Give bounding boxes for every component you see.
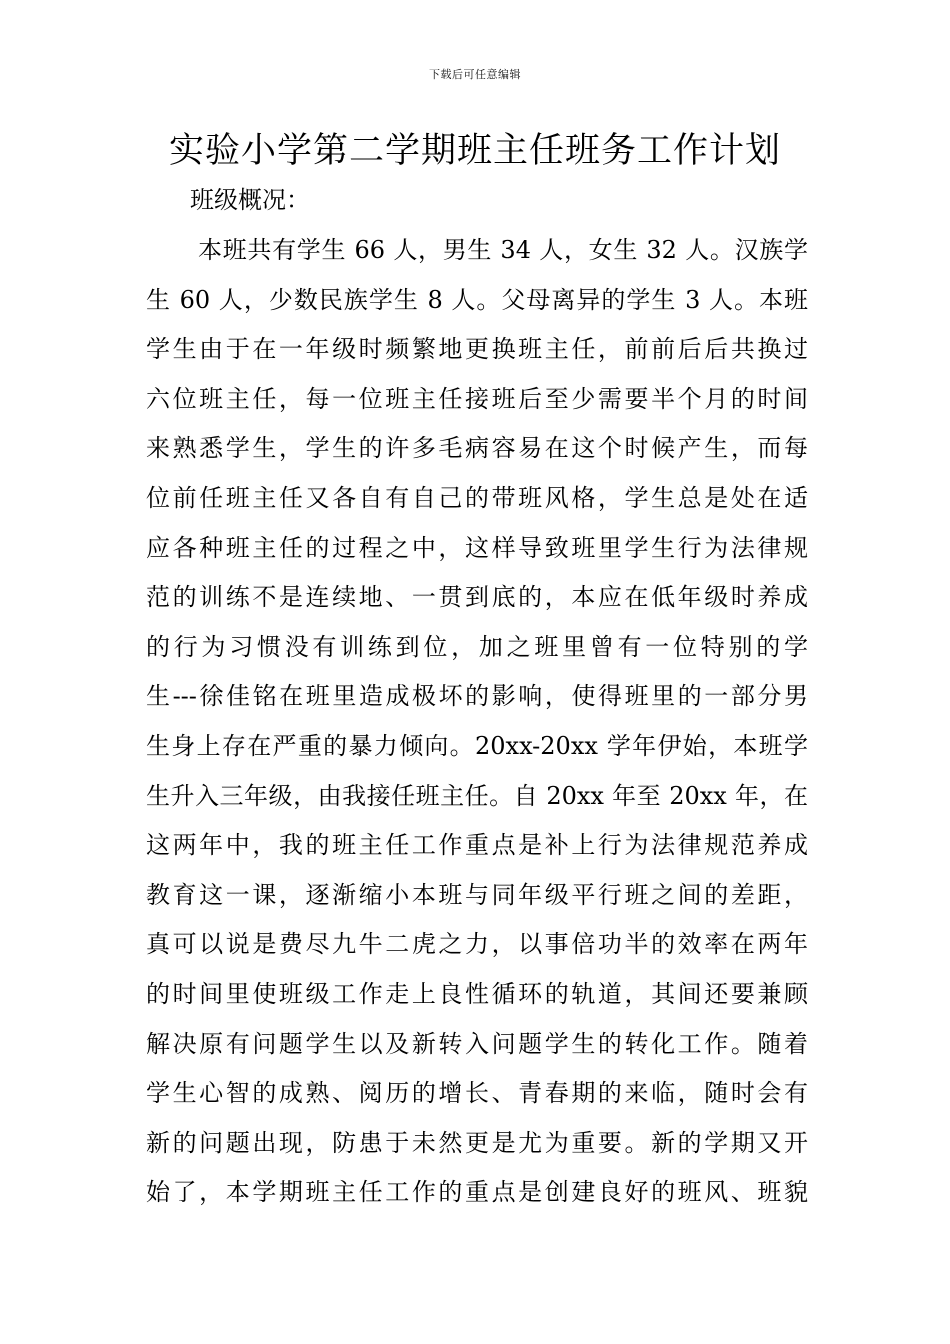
body-paragraph [146, 226, 808, 1218]
text-line: 学生由于在一年级时频繁地更换班主任，前前后后共换过 [146, 335, 808, 364]
text-line: 本班共有学生 66 人，男生 34 人，女生 32 人。汉族学 [198, 236, 808, 264]
text-line: 教育这一课，逐渐缩小本班与同年级平行班之间的差距， [146, 880, 808, 909]
text-line: 生 60 人，少数民族学生 8 人。父母离异的学生 3 人。本班 [146, 285, 808, 314]
text-line: 学生心智的成熟、阅历的增长、青春期的来临，随时会有 [146, 1079, 808, 1108]
text-line: 这两年中，我的班主任工作重点是补上行为法律规范养成 [146, 831, 808, 860]
document-title: 实验小学第二学期班主任班务工作计划 [168, 131, 781, 171]
text-line: 的行为习惯没有训练到位，加之班里曾有一位特别的学 [146, 632, 808, 661]
text-line: 生升入三年级，由我接任班主任。自 20xx 年至 20xx 年，在 [146, 781, 808, 810]
text-line: 六位班主任，每一位班主任接班后至少需要半个月的时间 [146, 384, 808, 413]
text-line: 始了，本学期班主任工作的重点是创建良好的班风、班貌 [146, 1178, 808, 1207]
text-line: 解决原有问题学生以及新转入问题学生的转化工作。随着 [146, 1029, 808, 1058]
text-line: 真可以说是费尽九牛二虎之力，以事倍功半的效率在两年 [146, 930, 808, 959]
text-line: 范的训练不是连续地、一贯到底的，本应在低年级时养成 [146, 583, 808, 612]
section-heading: 班级概况： [190, 186, 310, 214]
text-line: 来熟悉学生，学生的许多毛病容易在这个时候产生，而每 [146, 434, 808, 463]
text-line: 生---徐佳铭在班里造成极坏的影响，使得班里的一部分男 [146, 682, 808, 711]
text-line: 应各种班主任的过程之中，这样导致班里学生行为法律规 [146, 533, 808, 562]
text-line: 生身上存在严重的暴力倾向。20xx-20xx 学年伊始，本班学 [146, 731, 808, 760]
text-line: 新的问题出现，防患于未然更是尤为重要。新的学期又开 [146, 1128, 808, 1157]
text-line: 位前任班主任又各自有自己的带班风格，学生总是处在适 [146, 483, 808, 512]
page-header-note: 下载后可任意编辑 [429, 68, 521, 81]
text-line: 的时间里使班级工作走上良性循环的轨道，其间还要兼顾 [146, 979, 808, 1008]
